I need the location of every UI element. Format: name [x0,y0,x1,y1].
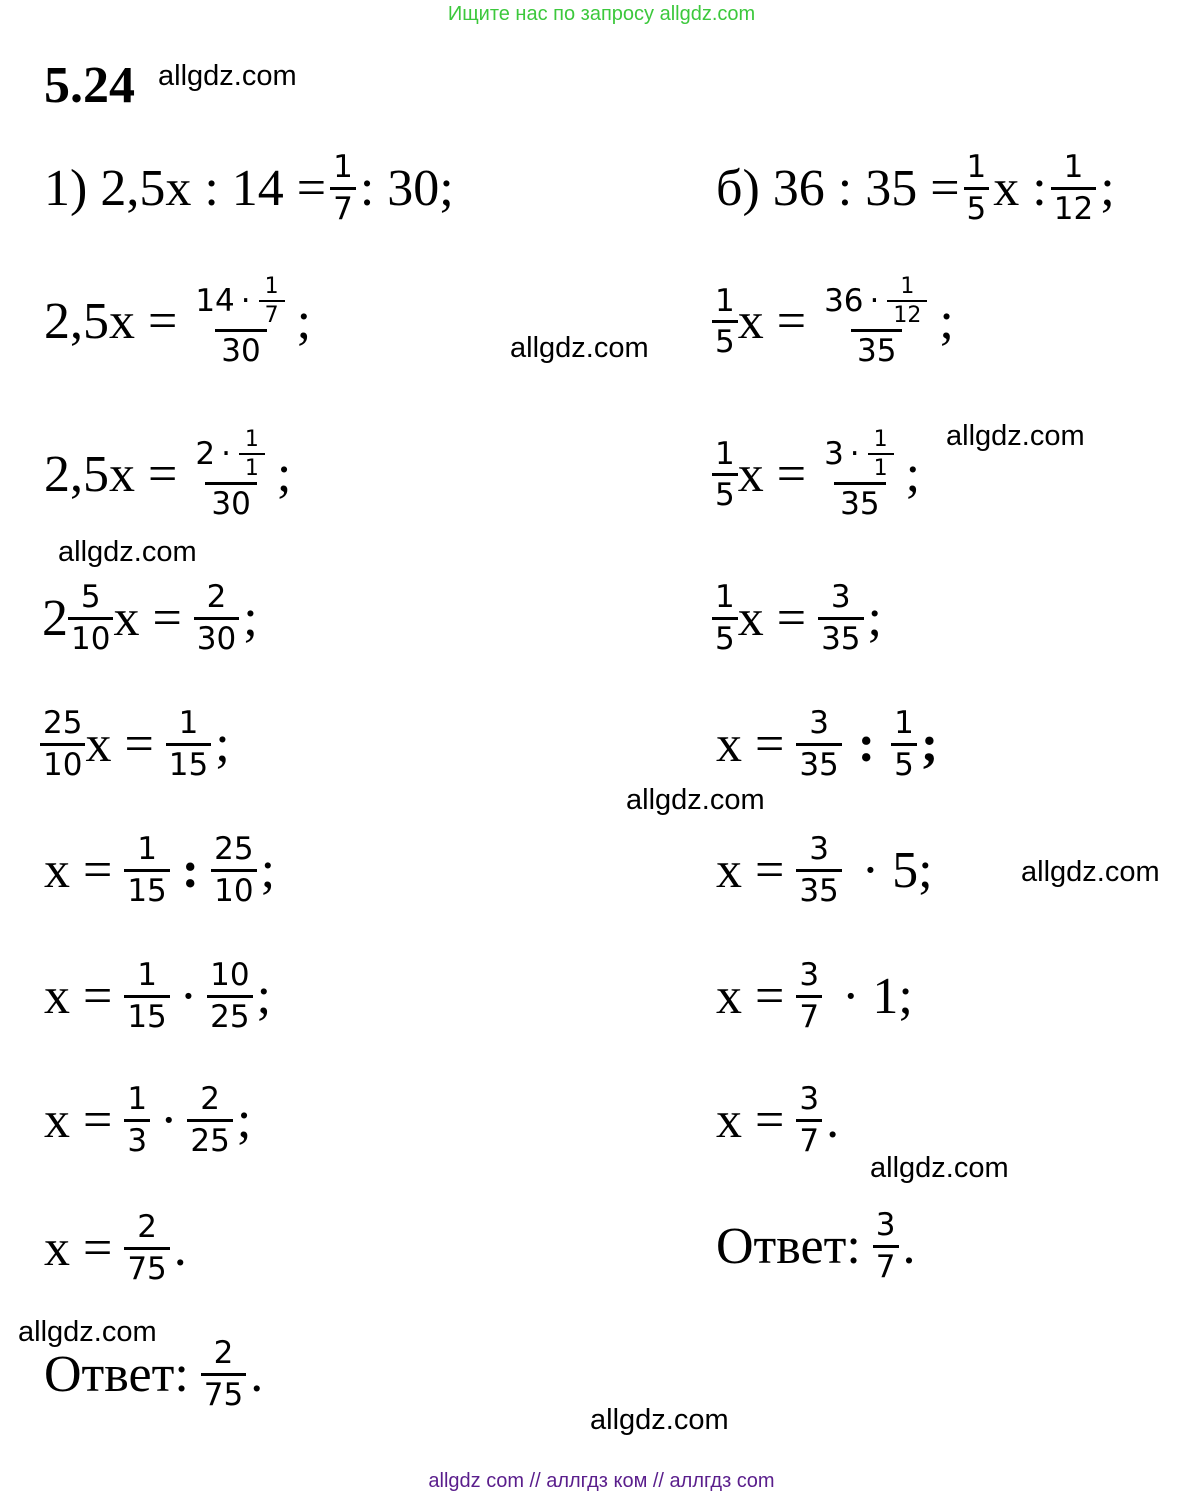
denominator: 10 [40,743,85,783]
small-fraction [887,275,927,327]
numerator: 3 [830,579,851,615]
number: 36 [824,282,864,319]
text: х = [44,1219,113,1277]
text: · 1; [842,967,913,1025]
fraction [1051,150,1096,226]
fraction [712,580,738,656]
text: х = [44,1091,113,1149]
watermark: allgdz.com [870,1152,1009,1184]
denominator: 5 [964,187,990,227]
fraction [124,832,169,908]
right-line-7 [716,958,913,1034]
denominator: 5 [712,473,738,513]
numerator: 3 [809,831,829,867]
numerator: 1 [715,579,735,615]
denominator: 7 [259,300,285,327]
denominator: 35 [796,743,841,783]
fraction [796,958,822,1034]
left-line-9 [44,1210,187,1286]
text: х = [44,841,113,899]
fraction [712,284,738,360]
left-line-5 [40,706,230,782]
multiply-sign: · [221,435,231,472]
answer-label: Ответ: [44,1345,189,1403]
text: 1) 2,5х : 14 = [44,159,327,217]
numerator: 1 [137,957,157,993]
fraction [211,832,256,908]
watermark: allgdz.com [946,420,1085,452]
denominator: 7 [330,187,356,227]
text: х = [716,1091,785,1149]
denominator: 5 [712,617,738,657]
left-line-4 [42,580,258,656]
numerator: 1 [333,149,353,185]
left-line-8 [44,1082,251,1158]
text: · 5; [861,841,933,899]
fraction [796,706,841,782]
denominator: 75 [201,1373,246,1413]
text: ; [243,589,258,647]
numerator: 1 [715,282,735,319]
text: 2 [42,589,68,647]
denominator: 75 [124,1247,169,1287]
denominator: 25 [187,1119,232,1159]
number: 3 [824,435,844,472]
text: 2,5х = [44,446,178,504]
watermark: allgdz.com [1021,856,1160,888]
compound-fraction [189,275,292,369]
numerator: 10 [210,957,250,993]
numerator: 2 [137,1209,157,1245]
right-line-6 [716,832,933,908]
denominator: 15 [166,743,211,783]
numerator: 1 [715,435,735,472]
text: ; [296,293,312,351]
text: х = [44,967,113,1025]
denominator: 5 [712,320,738,360]
watermark: allgdz.com [626,784,765,816]
watermark: allgdz.com [58,536,197,568]
numerator: 1 [178,705,199,741]
numerator [818,428,902,482]
text: 2,5х = [44,293,178,351]
compound-fraction [818,275,935,369]
text: . [902,1217,916,1275]
right-line-1 [716,150,1115,226]
fraction [124,1082,150,1158]
denominator: 7 [873,1245,899,1285]
fraction [124,1210,169,1286]
text: ; [215,715,230,773]
denominator: 35 [818,617,863,657]
small-fraction [868,428,894,480]
denominator: 12 [887,300,927,327]
denominator: 3 [124,1119,150,1159]
text: ; [276,446,292,504]
fraction [207,958,252,1034]
watermark: allgdz.com [510,332,649,364]
denominator: 1 [239,453,265,480]
answer-label: Ответ: [716,1217,861,1275]
fraction [964,150,990,226]
fraction [166,706,211,782]
divide-sign: : [181,841,200,899]
numerator: 3 [799,1081,820,1117]
numerator [189,428,273,482]
compound-fraction [818,428,902,522]
text: ; [256,967,272,1025]
text: ; [1100,159,1115,217]
left-line-2 [44,275,311,369]
right-line-4 [712,580,882,656]
numerator: 1 [1063,149,1084,185]
watermark: allgdz.com [590,1404,729,1436]
multiply-sign: · [240,282,251,319]
numerator: 1 [244,427,259,452]
text: ; [867,589,882,647]
denominator: 30 [205,482,256,522]
numerator: 3 [809,705,829,741]
denominator: 35 [851,329,902,369]
text: х = [85,715,154,773]
denominator: 30 [215,329,266,369]
fraction [891,706,917,782]
problem-number: 5.24 [44,57,135,114]
denominator: 7 [796,1119,822,1159]
right-line-3 [712,428,920,522]
fraction [873,1208,899,1284]
denominator: 12 [1051,187,1096,227]
small-fraction [259,275,285,327]
numerator: 25 [43,705,83,741]
text: б) 36 : 35 = [716,159,960,217]
text: : 30; [359,159,454,217]
text: . [173,1219,187,1277]
numerator [818,275,935,329]
left-line-6 [44,832,275,908]
text: х = [716,967,785,1025]
denominator: 1 [868,453,894,480]
left-line-1 [44,150,454,226]
numerator: 25 [214,831,254,867]
footer-links[interactable]: allgdz com // аллгдз ком // аллгдз com [428,1470,775,1492]
numerator: 2 [200,1081,220,1117]
text: х = [716,841,785,899]
right-line-8 [716,1082,839,1158]
text: ; [260,841,276,899]
denominator: 15 [124,869,169,909]
numerator: 1 [127,1081,148,1117]
fraction [201,1336,246,1412]
watermark: allgdz.com [158,60,297,92]
numerator: 2 [206,579,227,615]
numerator: 1 [264,274,279,299]
text: ; [939,293,954,351]
text: х = [113,589,182,647]
fraction [796,1082,822,1158]
multiply-sign: · [849,435,860,472]
denominator: 35 [796,869,841,909]
denominator: 10 [68,617,113,657]
numerator: 1 [966,149,987,185]
numerator [189,275,292,329]
fraction [330,150,356,226]
numerator: 1 [900,274,915,299]
text: . [826,1091,840,1149]
number: 14 [195,282,235,319]
fraction [124,958,169,1034]
multiply-sign: · [179,967,198,1025]
number: 2 [195,435,216,472]
divide-sign: : [857,715,876,773]
fraction [818,580,863,656]
small-fraction [239,428,265,480]
top-banner[interactable]: Ищите нас по запросу allgdz.com [447,3,756,25]
numerator: 2 [213,1335,234,1371]
denominator: 15 [124,995,169,1035]
fraction [68,580,113,656]
watermark: allgdz.com [18,1316,157,1348]
fraction [40,706,85,782]
text: х = [716,715,785,773]
denominator: 10 [211,869,256,909]
text: . [250,1345,264,1403]
text: ; [905,446,921,504]
fraction [796,832,841,908]
text: ; [236,1091,252,1149]
fraction [194,580,239,656]
multiply-sign: · [160,1091,178,1149]
fraction [187,1082,232,1158]
right-line-2 [712,275,954,369]
text: х = [737,446,807,504]
numerator: 5 [80,579,101,615]
right-line-5 [716,706,938,782]
denominator: 30 [194,617,239,657]
numerator: 3 [799,957,820,993]
denominator: 7 [796,995,822,1035]
text: х = [737,293,807,351]
multiply-sign: · [869,282,880,319]
numerator: 3 [875,1207,896,1243]
numerator: 1 [894,705,914,741]
text: ; [920,715,939,773]
denominator: 25 [207,995,252,1035]
text: х : [993,159,1047,217]
numerator: 1 [873,427,888,452]
compound-fraction [189,428,273,522]
right-answer [716,1208,916,1284]
text: х = [737,589,807,647]
numerator: 1 [137,831,157,867]
denominator: 5 [891,743,917,783]
fraction [712,437,738,513]
denominator: 35 [834,482,885,522]
left-line-7 [44,958,271,1034]
left-line-3 [44,428,291,522]
